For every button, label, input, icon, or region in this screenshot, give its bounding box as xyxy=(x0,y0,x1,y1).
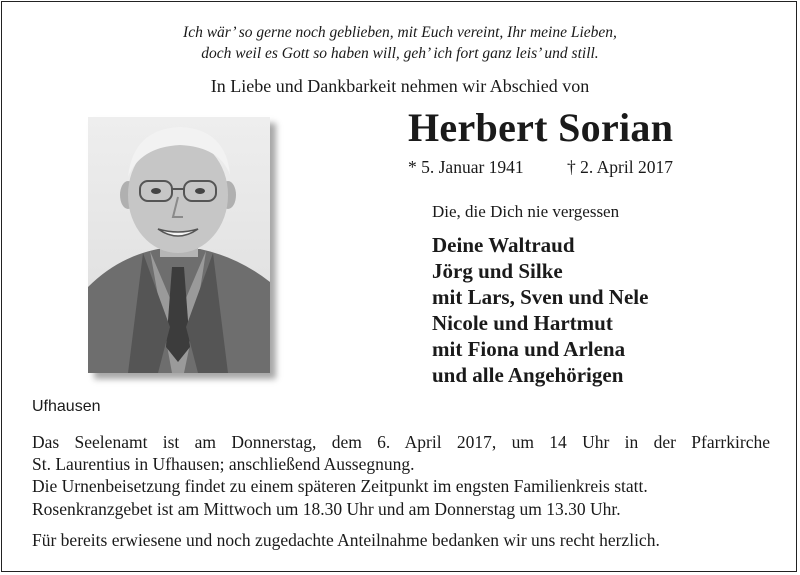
mourner-item: Deine Waltraud xyxy=(432,233,575,257)
intro-text: In Liebe und Dankbarkeit nehmen wir Abschied von xyxy=(210,76,590,96)
notice-rosary: Rosenkranzgebet ist am Mittwoch um 18.30 Uhr und am Donnerstag um 13.30 Uhr. xyxy=(32,499,621,519)
notice-service-line-2: St. Laurentius in Ufhausen; anschließend Aussegnung. xyxy=(32,454,415,474)
mourner-item: Jörg und Silke xyxy=(432,259,563,283)
birth-date: * 5. Januar 1941 xyxy=(408,157,524,177)
mourner-item: Nicole und Hartmut xyxy=(432,311,613,335)
notice-burial: Die Urnenbeisetzung findet zu einem späteren Zeitpunkt im engsten Familienkreis statt. xyxy=(32,476,648,496)
poem-line-2: doch weil es Gott so haben will, geh’ ich fort ganz leis’ und still. xyxy=(201,45,599,62)
mourner-item: mit Lars, Sven und Nele xyxy=(432,285,649,309)
deceased-name: Herbert Sorian xyxy=(408,105,674,150)
poem-line-1: Ich wär’ so gerne noch geblieben, mit Euch vereint, Ihr meine Lieben, xyxy=(183,24,617,41)
mourners-list xyxy=(432,232,648,388)
notice-thanks: Für bereits erwiesene und noch zugedachte Anteilnahme bedanken wir uns recht herzlich. xyxy=(32,530,660,550)
notice-service-line-1: Das Seelenamt ist am Donnerstag, dem 6. April 2017, um 14 Uhr in der Pfarrkirche xyxy=(32,432,770,452)
mourner-item: und alle Angehörigen xyxy=(432,363,624,387)
portrait-photo xyxy=(88,117,270,373)
death-date: † 2. April 2017 xyxy=(567,157,673,177)
place-name: Ufhausen xyxy=(32,398,101,415)
mourners-heading: Die, die Dich nie vergessen xyxy=(432,202,620,221)
mourner-item: mit Fiona und Arlena xyxy=(432,337,626,361)
